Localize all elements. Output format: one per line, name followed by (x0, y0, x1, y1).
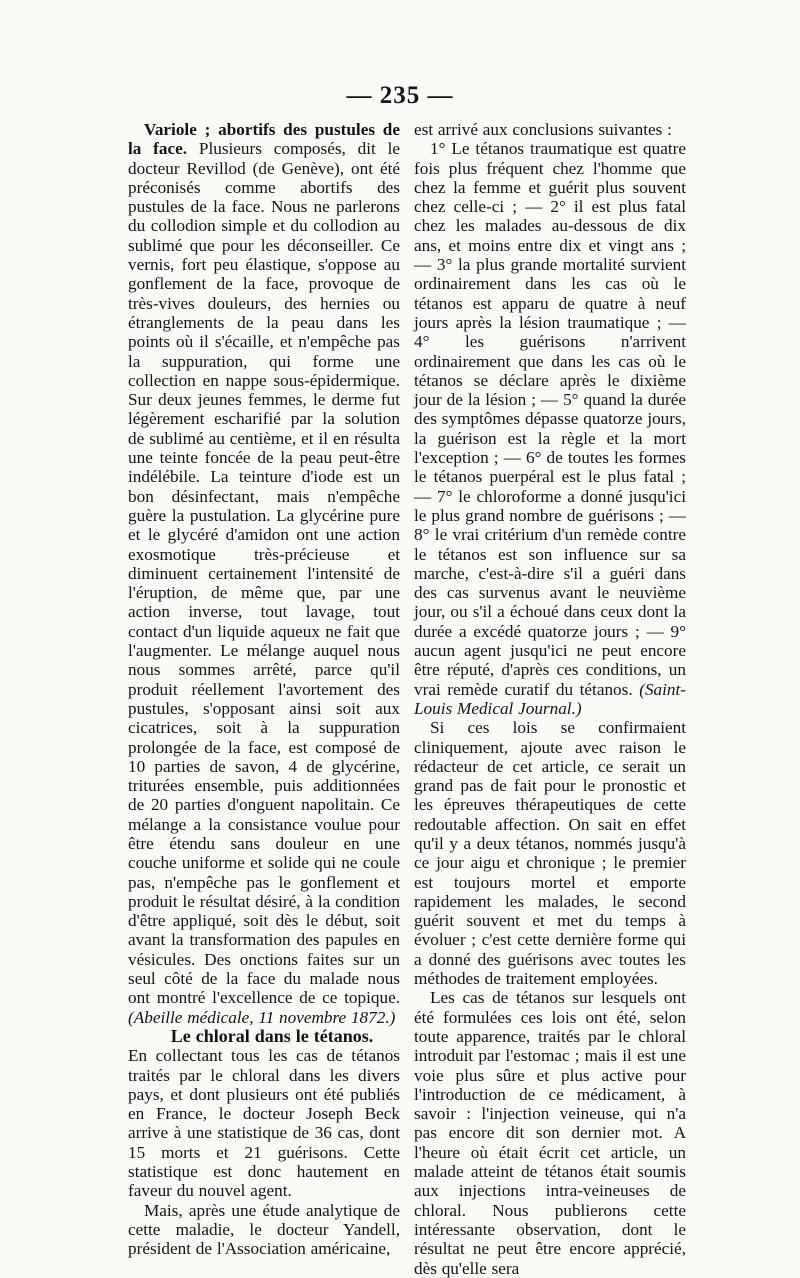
right-column (414, 120, 686, 1278)
variole-paragraph (128, 120, 400, 1027)
conclusions-intro: est arrivé aux conclusions suivantes : (414, 120, 672, 139)
conclusions-text: 1° Le tétanos traumatique est quatre fois plus fréquent chez l'homme que chez la femme et guérit plus souvent chez celle-ci ; — 2° il est plus fatal chez les malades au-dessous de dix ans, et moins entre dix et vingt ans ; — 3° la plus grande mortalité survient ordinairement dans les cas où le tétanos est apparu de quatre à neuf jours après la lésion traumatique ; — 4° les guérisons n'arrivent ordinairement que dans les cas où le tétanos se déclare après le dixième jour de la lésion ; — 5° quand la durée des symptômes dépasse quatorze jours, la guérison est la règle et la mort l'exception ; — 6° de toutes les formes le tétanos puerpéral est le plus fatal ; — 7° le chloroforme a donné jusqu'ici le plus grand nombre de guérisons ; — 8° le vrai critérium d'un remède contre le tétanos est son influence sur sa marche, c'est-à-dire s'il a guéri dans des cas survenus avant le neuvième jour, ou s'il a échoué dans ceux dont la durée a excédé quatorze jours ; — 9° aucun agent jusqu'ici ne peut encore être réputé, d'après ces conditions, un vrai remède curatif du tétanos. (414, 139, 686, 699)
variole-text: Plusieurs composés, dit le docteur Revillod (de Genève), ont été préconisés comme abortifs des pustules de la face. Nous ne parlerons du collodion simple et du collodion au sublimé que pour les déconseiller. Ce vernis, fort peu élastique, s'oppose au gonflement de la face, provoque de très-vives douleurs, des hernies ou étranglements de la peau dans les points où il s'écaille, et n'empêche pas la suppuration, qui forme une collection en nappe sous-épidermique. Sur deux jeunes femmes, le derme fut légèrement escharifié par la solution de sublimé au centième, et il en résulta une teinte foncée de la peau peut-être indélébile. La teinture d'iode est un bon désinfectant, mais n'empêche guère la pustulation. La glycérine pure et le glycéré d'amidon ont une action exosmotique très-précieuse et diminuent certainement l'intensité de l'éruption, de même que, par une action inverse, tout lavage, tout contact d'un liquide aqueux ne fait que l'augmenter. Le mélange auquel nous nous sommes arrêté, parce qu'il produit réellement l'avortement des pustules, s'opposant ainsi soit aux cicatrices, soit à la suppuration prolongée de la face, est composé de 10 parties de savon, 4 de glycérine, triturées ensemble, puis additionnées de 20 parties d'onguent napolitain. Ce mélange a la consistance voulue pour être étendu sans douleur en une couche uniforme et solide qui ne coule pas, n'empêche pas le gonflement et produit le résultat désiré, à la condition d'être appliqué, soit dès le début, soit avant la transformation des papules en vésicules. Des onctions faites sur un seul côté de la face du malade nous ont montré l'excellence de ce topique. (128, 139, 400, 1008)
journal-source: (Saint-Louis Medical Journal.) (414, 679, 687, 718)
left-column (128, 120, 400, 1259)
injection-paragraph: Les cas de tétanos sur lesquels ont été formulées ces lois ont été, selon toute apparence, traités par le chloral introduit par l'estomac ; mais il est une voie plus sûre et plus active pour l'introduction de ce médicament, à savoir : l'injection veineuse, qui n'a pas encore dit son dernier mot. A l'heure où était écrit cet article, un malade atteint de tétanos était soumis aux injections intra-veineuses de chloral. Nous publierons cette intéressante observation, dont le résultat ne peut être encore apprécié, dès qu'elle sera (414, 988, 686, 1278)
conclusions-list (414, 139, 686, 718)
chloral-heading: Le chloral dans le tétanos. (170, 1025, 374, 1046)
page-number: — 235 — (346, 82, 454, 109)
chloral-paragraph-1: En collectant tous les cas de tétanos traités par le chloral dans les divers pays, et dont plusieurs ont été publiés en France, le docteur Joseph Beck arrive à une statistique de 36 cas, dont 15 morts et 21 guérisons. Cette statistique est donc hautement en faveur du nouvel agent. (128, 1046, 400, 1201)
chloral-paragraph-2: Mais, après une étude analytique de cette maladie, le docteur Yandell, président de l'Association américaine, (128, 1200, 400, 1259)
variole-source: (Abeille médicale, 11 novembre 1872.) (128, 1007, 396, 1027)
clinical-paragraph: Si ces lois se confirmaient cliniquement, ajoute avec raison le rédacteur de cet article, ce serait un grand pas de fait pour le pronostic et les épreuves thérapeutiques de cette redoutable affection. On sait en effet qu'il y a deux tétanos, nommés jusqu'à ce jour aigu et chronique ; le premier est toujours mortel et emporte rapidement les malades, le second guérit souvent et met du temps à évoluer ; c'est cette dernière forme qui a donné des guérisons avec toutes les méthodes de traitement employées. (414, 718, 686, 989)
variole-title: Variole ; abortifs des pustules de la face. (128, 120, 400, 159)
